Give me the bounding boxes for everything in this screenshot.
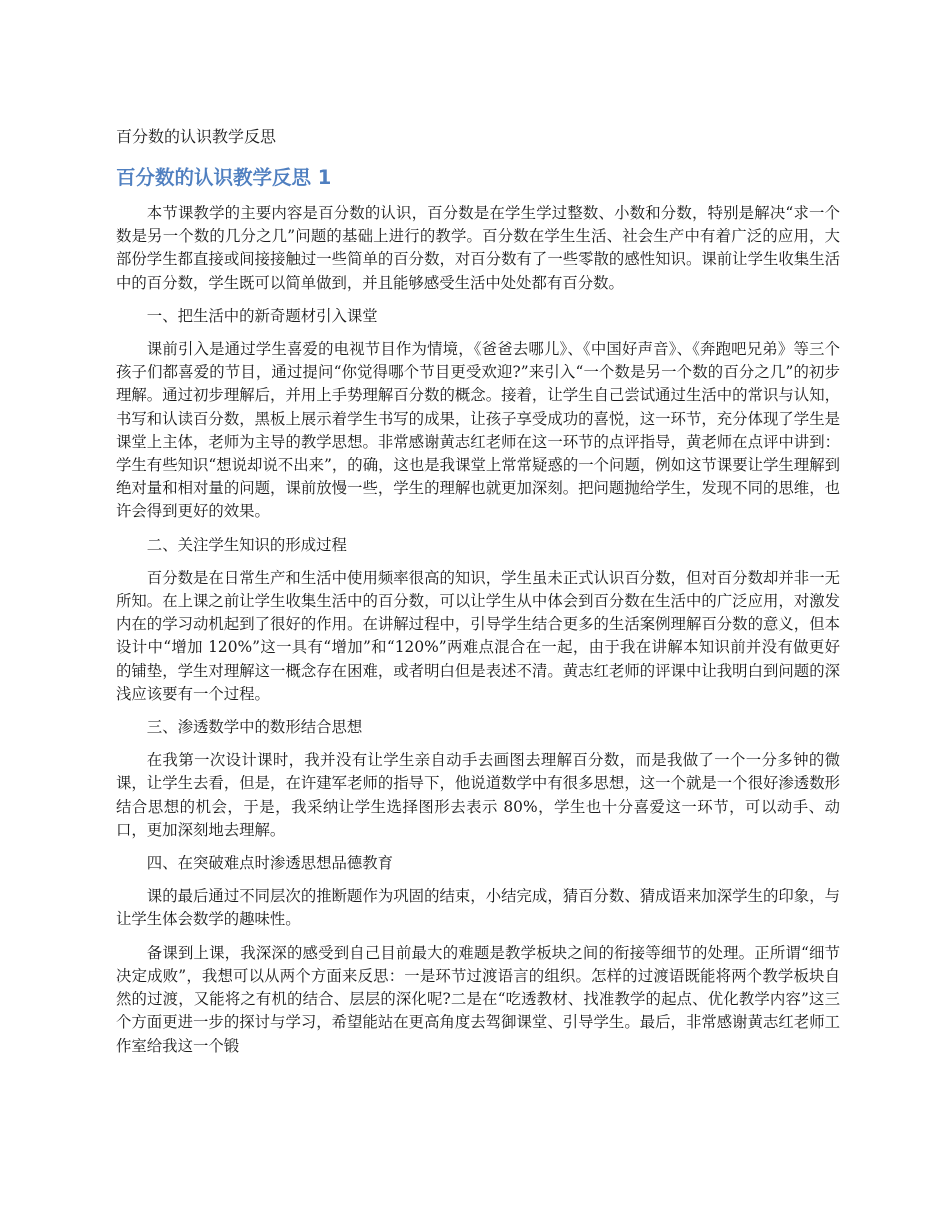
paragraph-2: 百分数是在日常生产和生活中使用频率很高的知识，学生虽未正式认识百分数，但对百分数却并非一无所知。在上课之前让学生收集生活中的百分数，可以让学生从中体会到百分数在生活中的广泛应用，对激发内在的学习动机起到了很好的作用。在讲解过程中，引导学生结合更多的生活案例理解百分数的意义，但本设计中“增加 120%”这一具有“增加”和“120%”两难点混合在一起，由于我在讲解本知识前并没有做更好的铺垫，学生对理解这一概念存在困难，或者明白但是表述不清。黄志红老师的评课中让我明白到问题的深浅应该要有一个过程。 [116, 568, 840, 703]
paragraph-1: 课前引入是通过学生喜爱的电视节目作为情境，《爸爸去哪儿》、《中国好声音》、《奔跑吧兄弟》等三个孩子们都喜爱的节目，通过提问“你觉得哪个节目更受欢迎?”来引入“一个数是另一个数的百分之几”的初步理解。通过初步理解后，并用上手势理解百分数的概念。接着，让学生自己尝试通过生活中的常识与认知，书写和认读百分数，黑板上展示着学生书写的成果，让孩子享受成功的喜悦，这一环节，充分体现了学生是课堂上主体，老师为主导的教学思想。非常感谢黄志红老师在这一环节的点评指导，黄老师在点评中讲到：学生有些知识“想说却说不出来”，的确，这也是我课堂上常常疑惑的一个问题，例如这节课要让学生理解到绝对量和相对量的问题，课前放慢一些，学生的理解也就更加深刻。把问题抛给学生，发现不同的思维，也许会得到更好的效果。 [116, 340, 840, 521]
document-title: 百分数的认识教学反思 [116, 127, 277, 146]
subheading-4: 四、在突破难点时渗透思想品德教育 [146, 854, 394, 873]
subheading-3: 三、渗透数学中的数形结合思想 [146, 718, 363, 737]
section-heading: 百分数的认识教学反思 1 [116, 166, 332, 189]
document-body [116, 202, 840, 1068]
paragraph-3: 在我第一次设计课时，我并没有让学生亲自动手去画图去理解百分数，而是我做了一个一分多钟的微课，让学生去看，但是，在许建军老师的指导下，他说道数学中有很多思想，这一个就是一个很好渗透数形结合思想的机会，于是，我采纳让学生选择图形去表示 80%，学生也十分喜爱这一环节，可以动手、动口，更加深刻地去理解。 [116, 751, 840, 839]
paragraph-4: 课的最后通过不同层次的推断题作为巩固的结束，小结完成，猜百分数、猜成语来加深学生的印象，与让学生体会数学的趣味性。 [116, 887, 840, 929]
paragraph-intro: 本节课教学的主要内容是百分数的认识，百分数是在学生学过整数、小数和分数，特别是解决“求一个数是另一个数的几分之几”问题的基础上进行的教学。百分数在学生生活、社会生产中有着广泛的应用，大部份学生都直接或间接接触过一些简单的百分数，对百分数有了一些零散的感性知识。课前让学生收集生活中的百分数，学生既可以简单做到，并且能够感受生活中处处都有百分数。 [116, 204, 840, 292]
paragraph-conclusion: 备课到上课，我深深的感受到自己目前最大的难题是教学板块之间的衔接等细节的处理。正所谓“细节决定成败”，我想可以从两个方面来反思：一是环节过渡语言的组织。怎样的过渡语既能将两个教学板块自然的过渡，又能将之有机的结合、层层的深化呢?二是在“吃透教材、找准教学的起点、优化教学内容”这三个方面更进一步的探讨与学习，希望能站在更高角度去驾御课堂、引导学生。最后，非常感谢黄志红老师工作室给我这一个锻 [116, 943, 840, 1055]
subheading-2: 二、关注学生知识的形成过程 [146, 535, 347, 554]
subheading-1: 一、把生活中的新奇题材引入课堂 [146, 306, 378, 325]
